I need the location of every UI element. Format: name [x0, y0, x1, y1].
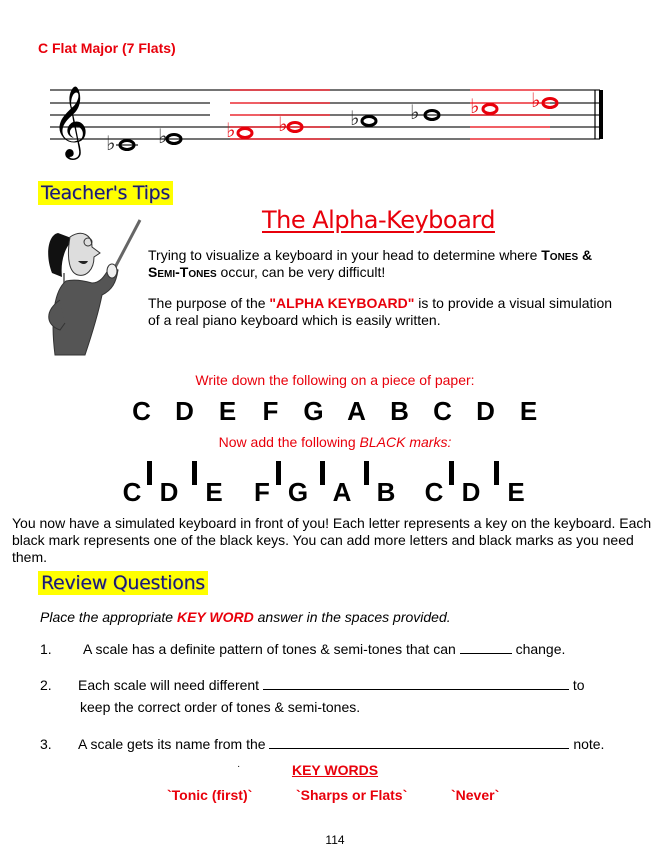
key-letter: F: [254, 477, 270, 507]
svg-text:♭: ♭: [226, 118, 236, 142]
key-letter: C: [122, 477, 142, 507]
svg-text:♭: ♭: [410, 100, 420, 124]
letter: E: [519, 396, 538, 426]
question-text-line2: keep the correct order of tones & semi-tones.: [80, 699, 361, 715]
key-word-2: `Sharps or Flats`: [296, 787, 408, 803]
question-text-end: change.: [515, 641, 566, 657]
answer-blank[interactable]: [269, 748, 569, 749]
alpha-keyboard-with-marks: [117, 455, 557, 507]
answer-blank[interactable]: [263, 689, 569, 690]
letter: B: [390, 396, 409, 426]
teacher-cartoon-image: [30, 215, 150, 375]
letter: G: [303, 396, 324, 426]
question-number: 1.: [40, 641, 52, 657]
letter: F: [262, 396, 279, 426]
svg-text:♭: ♭: [106, 131, 116, 155]
instructions-text-1: Place the appropriate: [40, 609, 177, 625]
letter: D: [175, 396, 194, 426]
black-key-mark: [320, 461, 325, 485]
letter: D: [476, 396, 495, 426]
purpose-text-2: is to provide a visual simulation of a real piano keyboard which is easily written.: [148, 295, 613, 328]
question-number: 2.: [40, 677, 52, 693]
instruction2-text: Now add the following: [218, 434, 360, 450]
intro-text-2: occur, can be very difficult!: [216, 264, 386, 280]
key-word-label: KEY WORD: [176, 609, 254, 625]
letter: A: [347, 396, 366, 426]
key-letter: G: [287, 477, 309, 507]
svg-text:♭: ♭: [350, 106, 360, 130]
tones-semitones-label: Tones & Semi-Tones: [148, 247, 593, 280]
intro-paragraph: [148, 247, 618, 281]
stray-dot: ·: [237, 761, 241, 772]
key-words-title-text: KEY WORDS: [291, 762, 379, 778]
music-staff: [50, 80, 620, 170]
key-letter: B: [376, 477, 396, 507]
simulated-keyboard-paragraph: You now have a simulated keyboard in front of you! Each letter represents a key on the keyboard. Each black mark represents one of the black keys. You can add more letters and black marks as you need them.: [12, 515, 652, 565]
svg-text:♭: ♭: [158, 124, 168, 148]
key-letter: E: [205, 477, 223, 507]
svg-text:♭: ♭: [531, 88, 541, 112]
letter: C: [433, 396, 452, 426]
svg-text:♭: ♭: [278, 112, 288, 136]
instruction-write-down: Write down the following on a piece of paper:: [195, 372, 475, 388]
answer-blank[interactable]: [460, 653, 512, 654]
question-text: A scale gets its name from the: [78, 736, 266, 752]
black-key-mark: [494, 461, 499, 485]
letter: C: [132, 396, 151, 426]
treble-clef-icon: 𝄞: [52, 84, 89, 157]
purpose-paragraph: [148, 295, 618, 329]
key-letter: E: [507, 477, 525, 507]
black-key-mark: [276, 461, 281, 485]
question-text: Each scale will need different: [78, 677, 260, 693]
alpha-keyboard-highlight: "ALPHA KEYBOARD": [269, 295, 415, 311]
alpha-keyboard-title: The Alpha-Keyboard: [262, 206, 495, 234]
black-key-mark: [192, 461, 197, 485]
question-text-end: to: [572, 677, 585, 693]
key-letter: D: [159, 477, 179, 507]
teachers-tips-heading: Teacher's Tips: [38, 181, 173, 205]
question-text: A scale has a definite pattern of tones & semi-tones that can: [83, 641, 456, 657]
letter: E: [218, 396, 237, 426]
key-word-1: `Tonic (first)`: [167, 787, 253, 803]
key-letter: A: [332, 477, 352, 507]
intro-text-1: Trying to visualize a keyboard in your head to determine where: [148, 247, 542, 263]
review-instructions: [40, 609, 451, 625]
purpose-text-1: The purpose of the: [148, 295, 270, 311]
review-questions-heading: Review Questions: [38, 571, 208, 595]
letters-row: [0, 396, 670, 427]
instruction-black-marks: [0, 434, 670, 450]
black-key-mark: [449, 461, 454, 485]
black-key-mark: [147, 461, 152, 485]
key-letter: D: [461, 477, 481, 507]
black-marks-label: BLACK marks:: [359, 434, 452, 450]
key-words-title: [0, 762, 670, 778]
instructions-text-2: answer in the spaces provided.: [253, 609, 451, 625]
key-word-3: `Never`: [451, 787, 500, 803]
question-text-end: note.: [573, 736, 605, 752]
black-key-mark: [364, 461, 369, 485]
scale-title: C Flat Major (7 Flats): [38, 40, 176, 56]
question-number: 3.: [40, 736, 52, 752]
key-letter: C: [424, 477, 444, 507]
page-number: 114: [325, 833, 345, 847]
svg-text:♭: ♭: [470, 94, 480, 118]
